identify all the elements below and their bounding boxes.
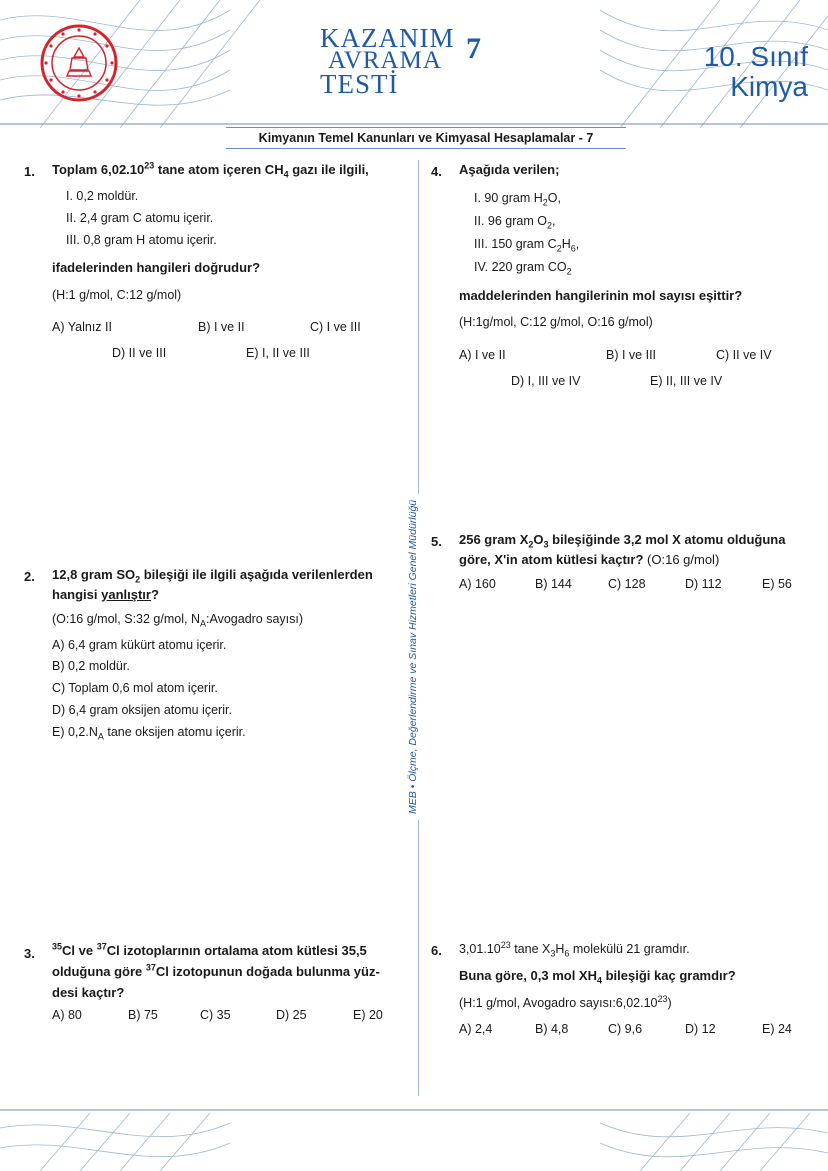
q6-option-a[interactable]: A) 2,4 [459, 1022, 493, 1036]
q4-item: IV. 220 gram $CO_2$ [474, 260, 572, 277]
q2-option-e[interactable]: E) $0,2.N_A$ tane oksijen atomu içerir. [52, 725, 246, 742]
topic-title: Kimyanın Temel Kanunları ve Kimyasal Hesaplamalar - 7 [226, 127, 626, 149]
grade-subject [704, 42, 808, 102]
q2-option-d[interactable]: D) 6,4 gram oksijen atomu içerir. [52, 703, 232, 717]
q1-number: 1. [24, 164, 35, 179]
q4-item: I. 90 gram $H_2O$, [474, 191, 561, 208]
q1-item: I. 0,2 moldür. [66, 189, 139, 203]
q5-stem: 256 gram $X_2O_3$ bileşiğinde 3,2 mol X atomu olduğuna göre, X'in atom kütlesi kaçtır? (O:16 g/mol) [459, 532, 786, 567]
q2-data: (O:16 g/mol, S:32 g/mol, $N_A:Avogadro$ sayısı) [52, 612, 304, 629]
q3-option-e[interactable]: E) 20 [353, 1008, 383, 1022]
q2-number: 2. [24, 569, 35, 584]
q1-option-a[interactable]: A) Yalnız II [52, 320, 112, 334]
q4-stem: Aşağıda verilen; [459, 162, 560, 177]
q1-item: III. 0,8 gram H atomu içerir. [66, 233, 217, 247]
q1-option-e[interactable]: E) I, II ve III [246, 346, 310, 360]
test-logo [320, 23, 455, 99]
q4-data: (H:1g/mol, C:12 g/mol, O:16 g/mol) [459, 315, 653, 329]
footer-decoration [0, 1108, 828, 1171]
ministry-seal [40, 24, 118, 102]
q2-option-a[interactable]: A) 6,4 gram kükürt atomu içerir. [52, 638, 227, 652]
q1-data: (H:1 g/mol, C:12 g/mol) [52, 288, 182, 302]
q5-number: 5. [431, 534, 442, 549]
test-number: 7 [466, 32, 481, 65]
q5-option-d[interactable]: D) 112 [685, 577, 722, 591]
q2-option-b[interactable]: B) 0,2 moldür. [52, 659, 130, 673]
q4-item: II. 96 gram $O_2$, [474, 214, 556, 231]
q5-option-a[interactable]: A) 160 [459, 577, 496, 591]
q6-option-e[interactable]: E) 24 [762, 1022, 792, 1036]
q3-stem: $^{35}$Cl ve $^{37}$Cl izotoplarının ortalama atom kütlesi 35,5 olduğuna göre $^{37}$Cl izotopunun doğada bulunma yüz- desi kaçtır? [52, 941, 380, 1000]
q5-option-b[interactable]: B) 144 [535, 577, 572, 591]
q4-option-e[interactable]: E) II, III ve IV [650, 374, 723, 388]
q3-option-a[interactable]: A) 80 [52, 1008, 82, 1022]
q1-item: II. 2,4 gram C atomu içerir. [66, 211, 214, 225]
side-credit: MEB • Ölçme, Değerlendirme ve Sınav Hizmetleri Genel Müdürlüğü [407, 494, 419, 820]
grade-label: 10. Sınıf [703, 41, 808, 72]
q2-option-c[interactable]: C) Toplam 0,6 mol atom içerir. [52, 681, 218, 695]
q1-stem: Toplam 6,02.10$^{23}$ tane atom içeren $CH_4$ gazı ile ilgili, [52, 160, 369, 180]
q3-option-d[interactable]: D) 25 [276, 1008, 307, 1022]
q4-question: maddelerinden hangilerinin mol sayısı eşittir? [459, 288, 743, 303]
q6-data: (H:1 g/mol, Avogadro sayısı:6,02.10$^{23}$) [459, 993, 672, 1010]
q1-option-c[interactable]: C) I ve III [310, 320, 361, 334]
q6-option-c[interactable]: C) 9,6 [608, 1022, 643, 1036]
q1-option-b[interactable]: B) I ve II [198, 320, 245, 334]
q5-option-e[interactable]: E) 56 [762, 577, 792, 591]
q6-option-b[interactable]: B) 4,8 [535, 1022, 569, 1036]
q3-option-b[interactable]: B) 75 [128, 1008, 158, 1022]
q3-number: 3. [24, 946, 35, 961]
q1-option-d[interactable]: D) II ve III [112, 346, 167, 360]
q4-option-d[interactable]: D) I, III ve IV [511, 374, 581, 388]
logo-line-1: KAZANIM [320, 23, 455, 53]
q2-stem: 12,8 gram $SO_2$ bileşiği ile ilgili aşağıda verilenlerden hangisi yanlıştır? [52, 567, 373, 602]
q4-option-b[interactable]: B) I ve III [606, 348, 657, 362]
q6-number: 6. [431, 943, 442, 958]
q5-option-c[interactable]: C) 128 [608, 577, 646, 591]
q6-option-d[interactable]: D) 12 [685, 1022, 716, 1036]
q4-number: 4. [431, 164, 442, 179]
q3-option-c[interactable]: C) 35 [200, 1008, 231, 1022]
subject-label: Kimya [730, 71, 808, 102]
q6-question: Buna göre, 0,3 mol $XH_4$ bileşiği kaç gramdır? [459, 968, 736, 986]
q4-option-c[interactable]: C) II ve IV [716, 348, 772, 362]
q4-item: III. 150 gram $C_2H_6$, [474, 237, 580, 254]
logo-line-2: AVRAMA [328, 47, 442, 74]
q6-stem: 3,01.10$^{23}$ tane $X_3H_6$ molekülü 21 gramdır. [459, 939, 690, 959]
q4-option-a[interactable]: A) I ve II [459, 348, 506, 362]
q1-question: ifadelerinden hangileri doğrudur? [52, 260, 261, 275]
logo-line-3: TESTİ [320, 69, 399, 99]
